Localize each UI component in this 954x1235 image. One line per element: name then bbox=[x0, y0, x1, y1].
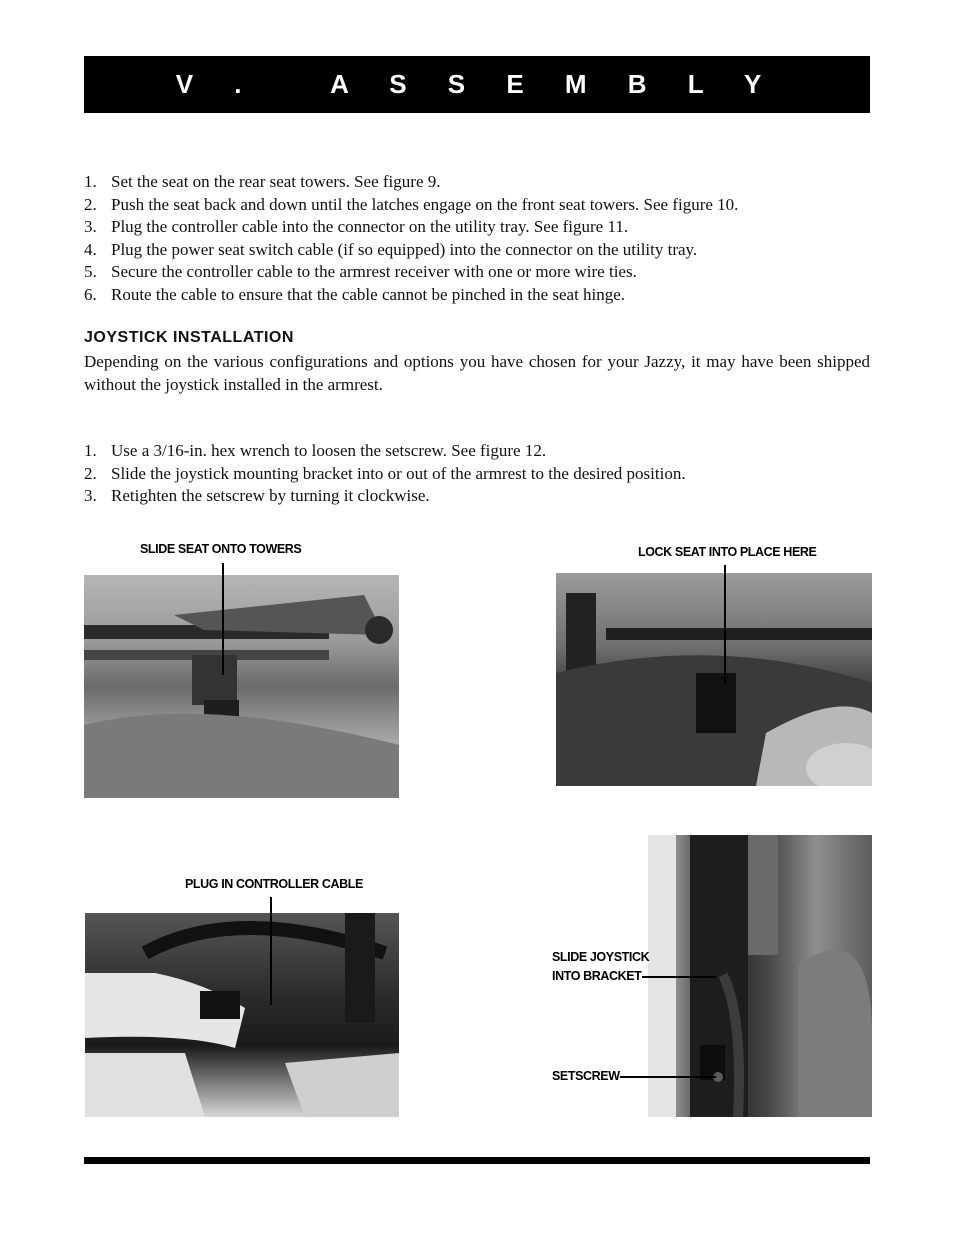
fig12-callout-setscrew: SETSCREW bbox=[552, 1069, 620, 1083]
seat-towers-illustration bbox=[84, 575, 399, 798]
list-item: 1. Use a 3/16-in. hex wrench to loosen the setscrew. See figure 12. bbox=[84, 441, 547, 460]
fig9-callout-line bbox=[222, 563, 224, 675]
fig12-callout-bracket-line2: INTO BRACKET bbox=[552, 969, 642, 983]
fig12-setscrew-callout-line bbox=[620, 1076, 716, 1078]
figure-11-photo bbox=[85, 913, 399, 1117]
seat-latch-illustration bbox=[556, 573, 872, 786]
fig10-callout-line bbox=[724, 565, 726, 683]
fig11-callout-line bbox=[270, 897, 272, 1005]
list-item: 4. Plug the power seat switch cable (if so equipped) into the connector on the utility tray. bbox=[84, 239, 698, 259]
section-header bbox=[84, 56, 870, 113]
list-item: 1. Set the seat on the rear seat towers. See figure 9. bbox=[84, 172, 441, 191]
fig9-callout-label: SLIDE SEAT ONTO TOWERS bbox=[140, 542, 302, 556]
list-item: 6. Route the cable to ensure that the cable cannot be pinched in the seat hinge. bbox=[84, 284, 626, 304]
fig10-callout-label: LOCK SEAT INTO PLACE HERE bbox=[638, 545, 817, 559]
joystick-installation-steps bbox=[84, 440, 874, 508]
section-title-assembly: V . A S S E M B L Y bbox=[175, 69, 779, 99]
controller-cable-illustration bbox=[85, 913, 399, 1117]
list-item: 5. Secure the controller cable to the armrest receiver with one or more wire ties. bbox=[84, 262, 637, 281]
list-item: 2. Slide the joystick mounting bracket into or out of the armrest to the desired position. bbox=[84, 463, 686, 483]
footer-divider bbox=[84, 1157, 870, 1164]
figure-9-photo bbox=[84, 575, 399, 798]
list-item: 3. Retighten the setscrew by turning it clockwise. bbox=[84, 486, 430, 505]
fig12-callout-bracket-line1: SLIDE JOYSTICK bbox=[552, 950, 650, 964]
seat-installation-steps bbox=[84, 171, 874, 306]
list-item: 3. Plug the controller cable into the connector on the utility tray. See figure 11. bbox=[84, 217, 629, 236]
fig12-bracket-callout-line bbox=[642, 976, 716, 978]
joystick-intro-paragraph: Depending on the various configurations and options you have chosen for your Jazzy, it may have been shipped without the joystick installed in the armrest. bbox=[84, 352, 870, 394]
figure-10-photo bbox=[556, 573, 872, 786]
joystick-installation-heading: JOYSTICK INSTALLATION bbox=[84, 329, 294, 346]
list-item: 2. Push the seat back and down until the latches engage on the front seat towers. See figure 10. bbox=[84, 194, 739, 214]
fig11-callout-label: PLUG IN CONTROLLER CABLE bbox=[185, 877, 363, 891]
